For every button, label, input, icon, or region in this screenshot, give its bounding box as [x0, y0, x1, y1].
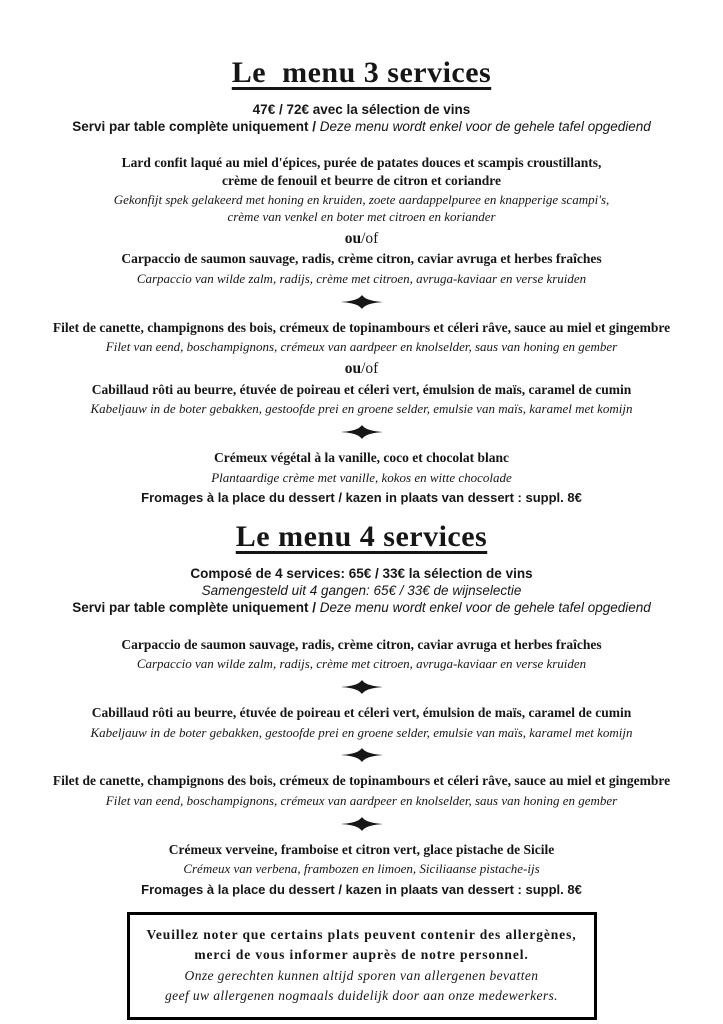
- menu-4-title: Le menu 4 services: [235, 520, 488, 554]
- menu-3-served-fr: Servi par table complète uniquement /: [72, 118, 320, 134]
- menu-4-served-fr: Servi par table complète uniquement /: [72, 600, 320, 616]
- menu-3-or-separator-1: [0, 229, 723, 248]
- menu-3-starter-2-fr: Carpaccio de saumon sauvage, radis, crème citron, caviar avruga et herbes fraîches: [121, 251, 602, 267]
- menu-4-section: [0, 520, 723, 899]
- menu-4-course-3-nl: Filet van eend, boschampignons, crémeux van aardpeer en knolselder, saus van honing en gember: [105, 793, 618, 809]
- menu-3-starter-2-nl: Carpaccio van wilde zalm, radijs, crème met citroen, avruga-kaviaar en verse kruiden: [136, 270, 587, 286]
- menu-3-cheese-option-line: Fromages à la place du dessert / kazen in plaats van dessert : suppl. 8€: [141, 490, 582, 506]
- allergen-notice-nl-line-1: Onze gerechten kunnen altijd sporen van allergenen bevatten: [184, 967, 539, 983]
- menu-4-cheese-option-line: Fromages à la place du dessert / kazen in plaats van dessert : suppl. 8€: [141, 882, 582, 898]
- menu-3-or-separator-2: [0, 359, 723, 378]
- star-divider-icon: [0, 816, 723, 832]
- menu-3-dessert-nl: Plantaardige crème met vanille, kokos en witte chocolade: [211, 469, 512, 485]
- menu-4-course-1-nl: Carpaccio van wilde zalm, radijs, crème met citroen, avruga-kaviaar en verse kruiden: [136, 656, 587, 672]
- menu-3-starter-1-fr-line-1: Lard confit laqué au miel d'épices, purée de patates douces et scampis croustillants,: [121, 155, 602, 171]
- menu-3-main-2-fr: Cabillaud rôti au beurre, étuvée de poireau et céleri vert, émulsion de maïs, caramel de cumin: [91, 381, 632, 397]
- menu-3-main-2-nl: Kabeljauw in de boter gebakken, gestoofde prei en groene selder, emulsie van maïs, karamel met komijn: [90, 401, 633, 417]
- menu-4-course-4-fr: Crémeux verveine, framboise et citron vert, glace pistache de Sicile: [168, 841, 555, 857]
- allergen-notice-nl-line-2: geef uw allergenen nogmaals duidelijk door aan onze medewerkers.: [165, 987, 558, 1003]
- or-label-nl: /of: [361, 360, 379, 378]
- or-label-fr: ou: [344, 229, 362, 247]
- spacer: [0, 135, 723, 154]
- menu-4-served-nl: Deze menu wordt enkel voor de gehele tafel opgediend: [319, 600, 651, 616]
- menu-4-served-line: [0, 599, 723, 616]
- menu-3-dessert-fr: Crémeux végétal à la vanille, coco et chocolat blanc: [213, 449, 510, 465]
- menu-3-starter-1-nl-line-1: Gekonfijt spek gelakeerd met honing en kruiden, zoete aardappelpuree en knapperige scampi's,: [113, 192, 610, 208]
- or-label-nl: /of: [361, 229, 379, 247]
- spacer: [0, 617, 723, 636]
- menu-3-starter-1-nl-line-2: crème van venkel en boter met citroen en koriander: [227, 209, 496, 225]
- menu-3-served-line: [0, 118, 723, 135]
- menu-4-price-line-nl: Samengesteld uit 4 gangen: 65€ / 33€ de wijnselectie: [201, 583, 522, 599]
- star-divider-icon: [0, 747, 723, 763]
- menu-3-price-line: 47€ / 72€ avec la sélection de vins: [252, 101, 471, 117]
- menu-4-course-1-fr: Carpaccio de saumon sauvage, radis, crème citron, caviar avruga et herbes fraîches: [121, 636, 602, 652]
- menu-3-section: [0, 56, 723, 507]
- menu-3-served-nl: Deze menu wordt enkel voor de gehele tafel opgediend: [319, 118, 651, 134]
- menu-4-course-4-nl: Crémeux van verbena, frambozen en limoen, Siciliaanse pistache-ijs: [183, 861, 540, 877]
- menu-4-price-line-fr: Composé de 4 services: 65€ / 33€ la sélection de vins: [190, 565, 533, 581]
- star-divider-icon: [0, 294, 723, 310]
- menu-3-main-1-fr: Filet de canette, champignons des bois, crémeux de topinambours et céleri râve, sauce au miel et gingembre: [52, 319, 671, 335]
- menu-4-course-2-fr: Cabillaud rôti au beurre, étuvée de poireau et céleri vert, émulsion de maïs, caramel de cumin: [91, 705, 632, 721]
- allergen-notice-fr-line-1: Veuillez noter que certains plats peuvent contenir des allergènes,: [146, 927, 577, 943]
- or-label-fr: ou: [344, 360, 362, 378]
- menu-4-course-3-fr: Filet de canette, champignons des bois, crémeux de topinambours et céleri râve, sauce au miel et gingembre: [52, 773, 671, 789]
- star-divider-icon: [0, 424, 723, 440]
- menu-4-course-2-nl: Kabeljauw in de boter gebakken, gestoofde prei en groene selder, emulsie van maïs, karamel met komijn: [90, 724, 633, 740]
- allergen-notice-fr-line-2: merci de vous informer auprès de notre personnel.: [194, 947, 529, 963]
- allergen-notice-box: [127, 912, 597, 1020]
- menu-3-main-1-nl: Filet van eend, boschampignons, crémeux van aardpeer en knolselder, saus van honing en gember: [105, 339, 618, 355]
- menu-3-starter-1-fr-line-2: crème de fenouil et beurre de citron et coriandre: [222, 172, 501, 188]
- menu-3-title: Le menu 3 services: [231, 56, 492, 89]
- star-divider-icon: [0, 679, 723, 695]
